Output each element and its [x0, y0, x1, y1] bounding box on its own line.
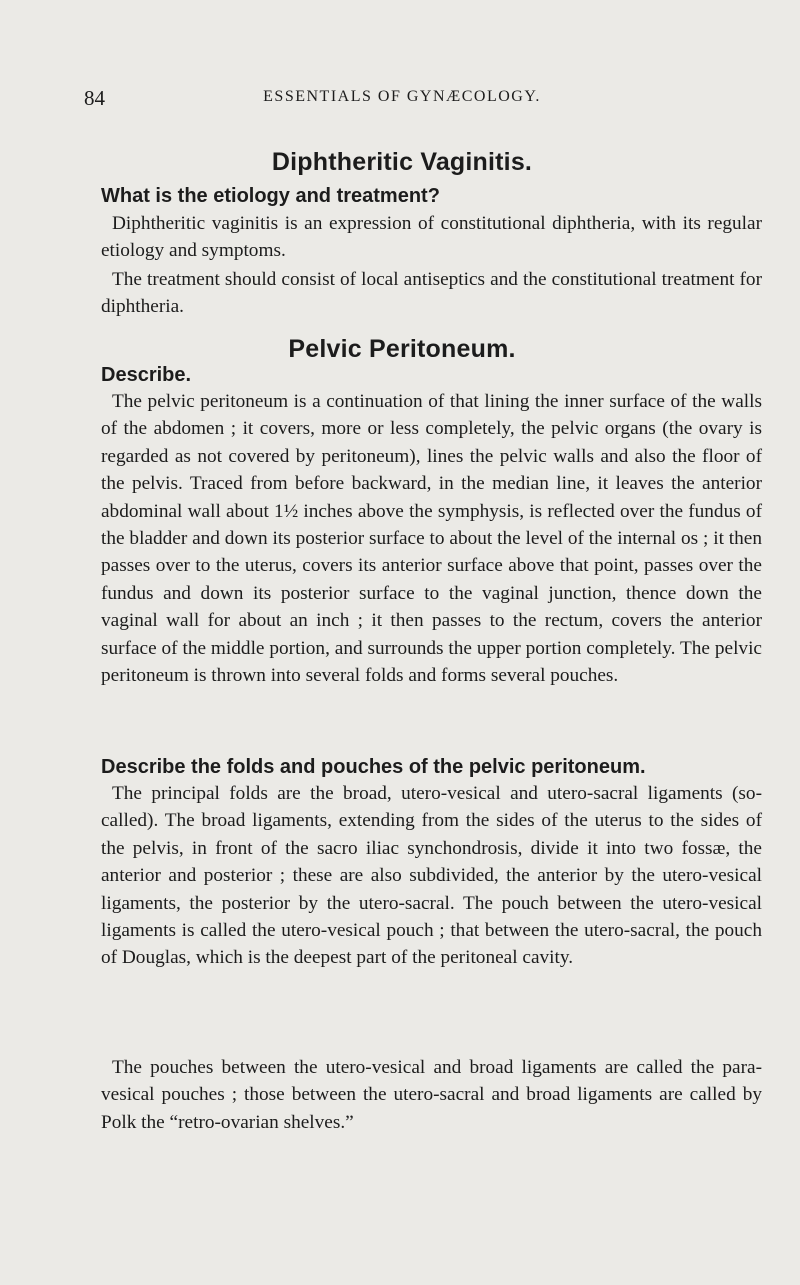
paragraph-pelvic-peritoneum-description: The pelvic peritoneum is a continuation of that lining the inner surface of the walls of the abdomen ; it covers, more or less completely, the pelvic organs (the ovary is regarded as not covered by peritoneum), lines the pelvic walls and also the floor of the pelvis. Traced from before backward, in the median line, it leaves the anterior abdominal wall about 1½ inches above the symphysis, is reflected over the fundus of the bladder and down its posterior surface to about the level of the internal os ; it then passes over to the uterus, covers its anterior surface above that point, passes over the fundus and down its posterior surface to the vaginal junction, thence down the vaginal wall for about an inch ; it then passes to the rectum, covers the anterior surface of the middle portion, and surrounds the upper portion completely. The pelvic peritoneum is thrown into several folds and forms several pouches. [101, 391, 762, 687]
paragraph-diphtheritic-definition: Diphtheritic vaginitis is an expression of constitutional diphtheria, with its regular etiology and symptoms. [101, 213, 762, 262]
section-title-diphtheritic-vaginitis: Diphtheritic Vaginitis. [271, 148, 533, 176]
page-number: 84 [84, 86, 105, 110]
running-head-title: ESSENTIALS OF GYNÆCOLOGY. [263, 88, 541, 105]
paragraph-para-vesical-pouches: The pouches between the utero-vesical and broad ligaments are called the para-vesical pouches ; those between the utero-sacral and broad ligaments are called by Polk the “retro-ovarian shelves.” [101, 1057, 762, 1133]
running-head [52, 86, 752, 110]
section-title-pelvic-peritoneum: Pelvic Peritoneum. [288, 335, 516, 363]
paragraph-diphtheritic-treatment: The treatment should consist of local antiseptics and the constitutional treatment for diphtheria. [101, 269, 762, 318]
question-etiology-treatment: What is the etiology and treatment? [101, 185, 440, 207]
question-folds-and-pouches: Describe the folds and pouches of the pelvic peritoneum. [101, 756, 646, 778]
question-describe: Describe. [101, 364, 192, 386]
paragraph-principal-folds: The principal folds are the broad, utero-vesical and utero-sacral ligaments (so-called). The broad ligaments, extending from the sides of the uterus to the sides of the pelvis, in front of the sacro iliac synchondrosis, divide it into two fossæ, the anterior and posterior ; these are also subdivided, the anterior by the utero-vesical ligaments, the posterior by the utero-sacral. The pouch between the utero-vesical ligaments is called the utero-vesical pouch ; that between the utero-sacral, the pouch of Douglas, which is the deepest part of the peritoneal cavity. [101, 783, 762, 969]
